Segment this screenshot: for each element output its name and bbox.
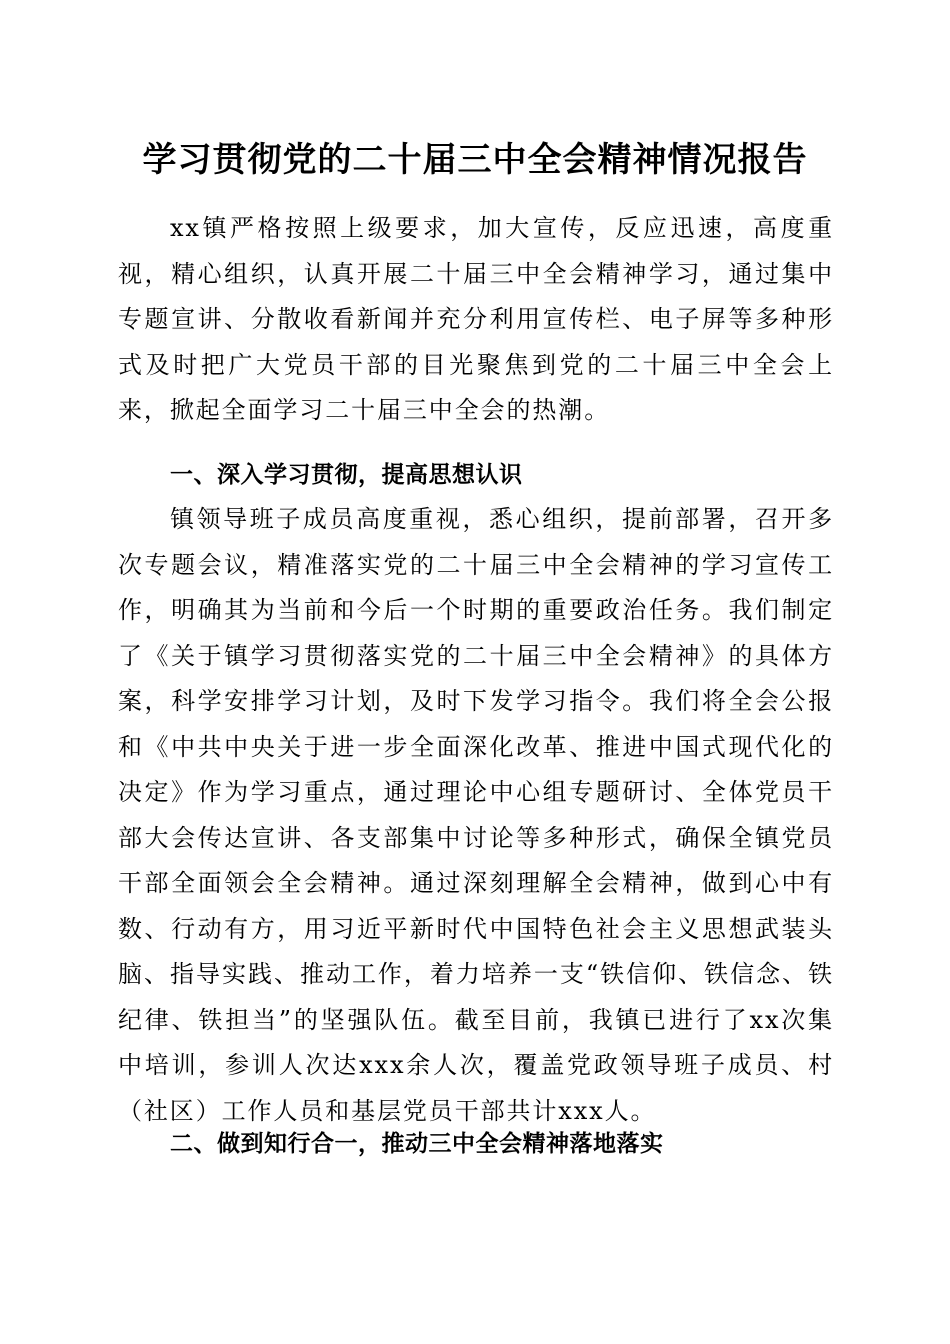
document-title: 学习贯彻党的二十届三中全会精神情况报告: [142, 140, 808, 180]
intro-paragraph: xx镇严格按照上级要求，加大宣传，反应迅速，高度重视，精心组织，认真开展二十届三中全会精神学习，通过集中专题宣讲、分散收看新闻并充分利用宣传栏、电子屏等多种形式及时把广大党员干部的目光聚焦到党的二十届三中全会上来，掀起全面学习二十届三中全会的热潮。: [118, 214, 834, 424]
section-paragraph-1: 镇领导班子成员高度重视，悉心组织，提前部署，召开多次专题会议，精准落实党的二十届三中全会精神的学习宣传工作，明确其为当前和今后一个时期的重要政治任务。我们制定了《关于镇学习贯彻落实党的二十届三中全会精神》的具体方案，科学安排学习计划，及时下发学习指令。我们将全会公报和《中共中央关于进一步全面深化改革、推进中国式现代化的决定》作为学习重点，通过理论中心组专题研讨、全体党员干部大会传达宣讲、各支部集中讨论等多种形式，确保全镇党员干部全面领会全会精神。通过深刻理解全会精神，做到心中有数、行动有方，用习近平新时代中国特色社会主义思想武装头脑、指导实践、推动工作，着力培养一支“铁信仰、铁信念、铁纪律、铁担当”的坚强队伍。截至目前，我镇已进行了xx次集中培训，参训人次达xxx余人次，覆盖党政领导班子成员、村（社区）工作人员和基层党员干部共计xxx人。: [118, 505, 834, 1125]
section-heading-1: 一、深入学习贯彻，提高思想认识: [170, 462, 523, 488]
section-heading-2: 二、做到知行合一，推动三中全会精神落地落实: [170, 1131, 664, 1157]
